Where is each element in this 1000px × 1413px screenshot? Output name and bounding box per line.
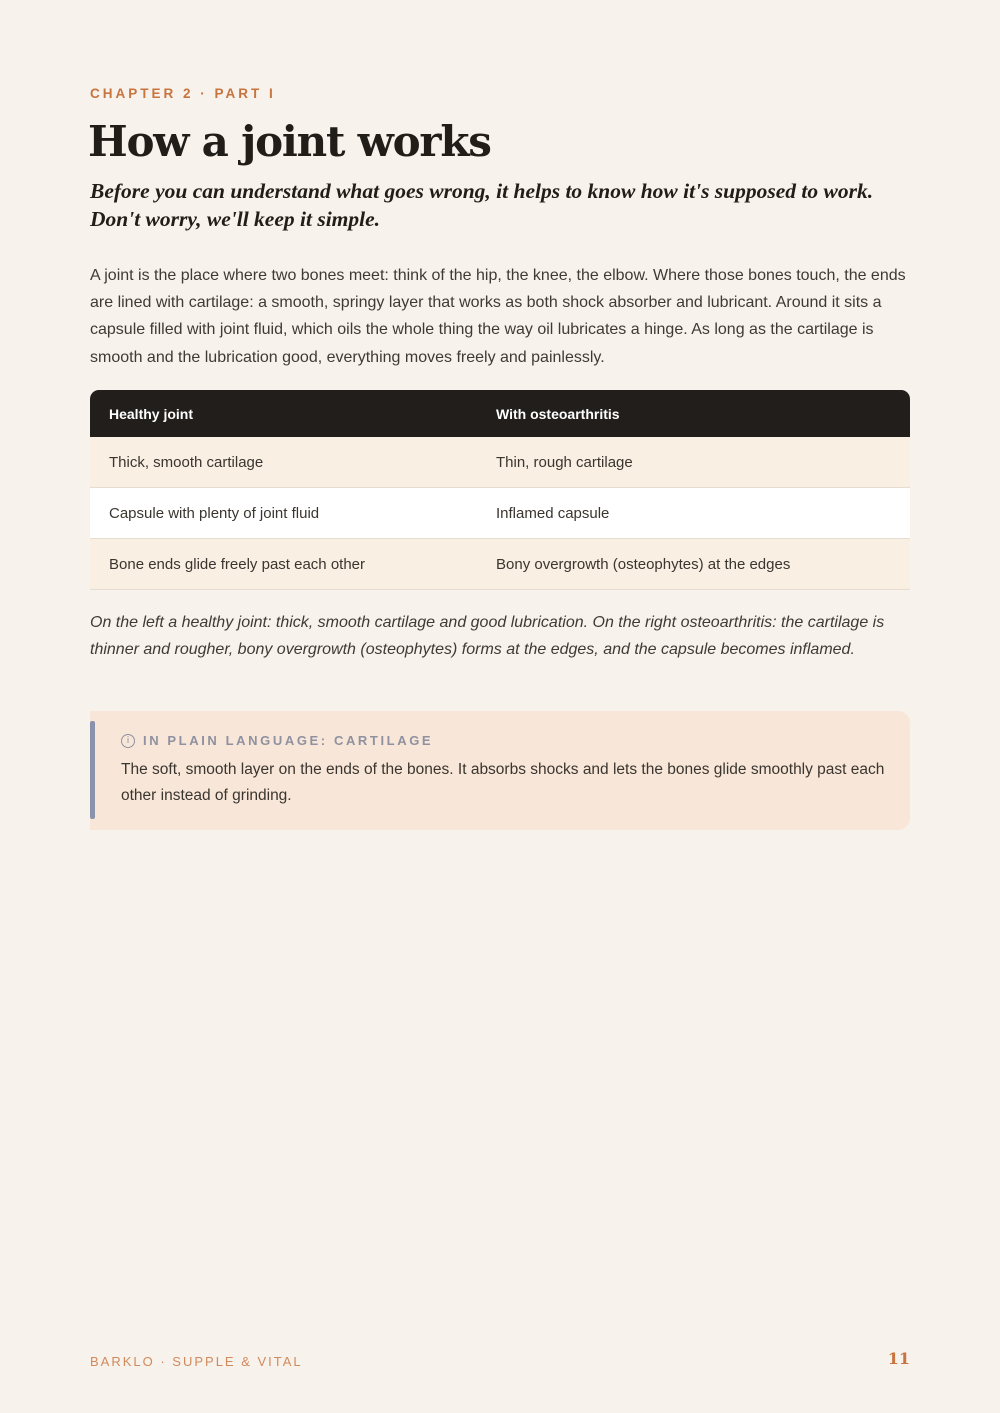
callout-text: The soft, smooth layer on the ends of the bones. It absorbs shocks and lets the bones glide smoothly past each other instead of grinding. xyxy=(121,761,885,804)
table-row xyxy=(90,437,910,488)
table-header-row xyxy=(90,390,910,437)
chapter-eyebrow: CHAPTER 2 · PART I xyxy=(90,86,276,101)
table-row xyxy=(90,488,910,539)
table-row xyxy=(90,539,910,590)
table-cell: Thin, rough cartilage xyxy=(496,453,633,471)
intro-paragraph: A joint is the place where two bones meet: think of the hip, the knee, the elbow. Where those bones touch, the ends are lined with cartilage: a smooth, springy layer that works as both shock absorber and lubricant. Around it sits a capsule filled with joint fluid, which oils the whole thing the way oil lubricates a hinge. As long as the cartilage is smooth and the lubrication good, everything moves freely and painlessly. xyxy=(90,267,906,366)
footer-brand: BARKLO · SUPPLE & VITAL xyxy=(90,1354,303,1369)
table-header-osteoarthritis: With osteoarthritis xyxy=(496,405,620,422)
plain-language-callout xyxy=(90,711,910,830)
page-number: 11 xyxy=(887,1349,910,1368)
table-cell: Capsule with plenty of joint fluid xyxy=(109,504,320,522)
info-icon: i xyxy=(121,734,135,748)
table-cell: Inflamed capsule xyxy=(496,504,610,522)
table-caption: On the left a healthy joint: thick, smooth cartilage and good lubrication. On the right osteoarthritis: the cartilage is thinner and rougher, bony overgrowth (osteophytes) forms at the edges, and the capsule becomes inflamed. xyxy=(90,614,885,658)
page-subtitle: Before you can understand what goes wrong, it helps to know how it's supposed to work. Don't worry, we'll keep it simple. xyxy=(90,179,874,231)
table-cell: Thick, smooth cartilage xyxy=(109,453,264,471)
callout-heading-text: IN PLAIN LANGUAGE: CARTILAGE xyxy=(143,733,434,748)
comparison-table xyxy=(90,390,910,590)
callout-accent-bar xyxy=(90,721,95,819)
table-cell: Bony overgrowth (osteophytes) at the edges xyxy=(496,555,791,573)
table-header-healthy: Healthy joint xyxy=(109,405,194,422)
table-cell: Bone ends glide freely past each other xyxy=(109,555,366,573)
page-title: How a joint works xyxy=(88,117,491,166)
callout-heading xyxy=(121,733,433,748)
